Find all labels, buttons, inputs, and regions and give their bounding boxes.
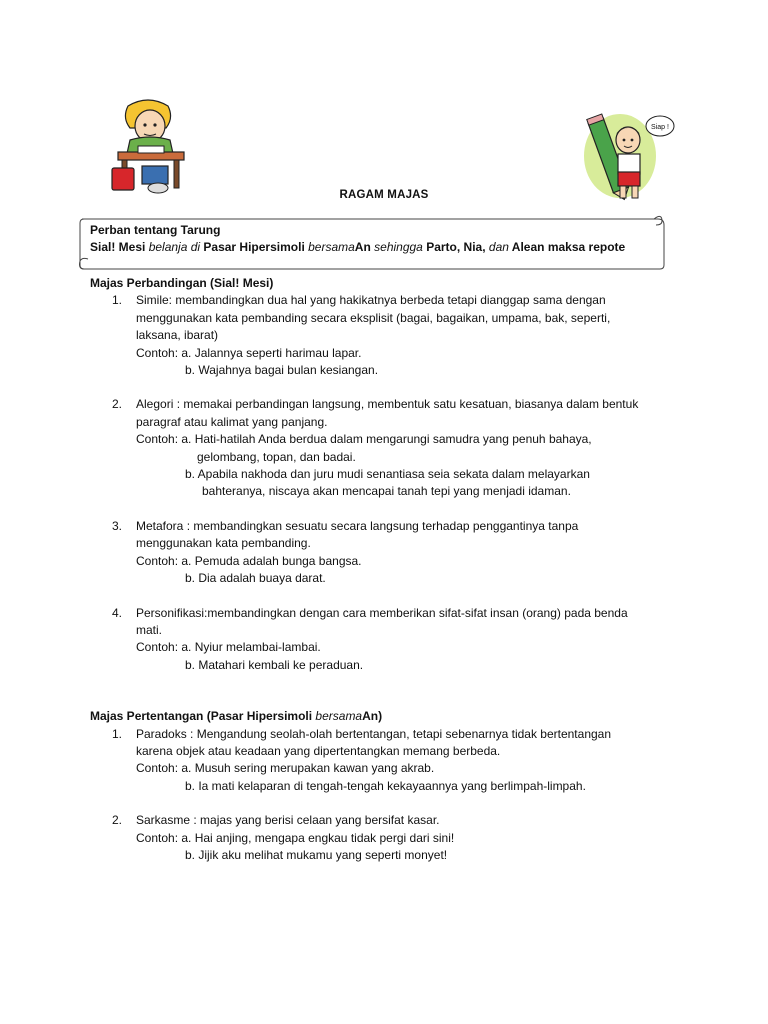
item-number: 3. (112, 518, 123, 533)
pertentangan-list (90, 726, 690, 865)
item-number: 1. (112, 726, 123, 741)
example-a-continued: gelombang, topan, dan badai. (197, 449, 356, 464)
example-b: b. Apabila nakhoda dan juru mudi senantiasa seia sekata dalam melayarkan (185, 467, 590, 482)
item-text-line: Sarkasme : majas yang berisi celaan yang bersifat kasar. (136, 813, 440, 828)
example-a: Contoh: a. Pemuda adalah bunga bangsa. (136, 553, 362, 568)
example-b: b. Dia adalah buaya darat. (185, 571, 326, 586)
item-text-line: Personifikasi:membandingkan dengan cara memberikan sifat-sifat insan (orang) pada benda (136, 605, 628, 620)
item-number: 2. (112, 813, 123, 828)
item-text-line: Paradoks : Mengandung seolah-olah bertentangan, tetapi sebenarnya tidak bertentangan (136, 726, 612, 741)
perbandingan-list (90, 292, 690, 674)
example-b: b. Jijik aku melihat mukamu yang seperti monyet! (185, 847, 448, 862)
item-text-line: Simile: membandingkan dua hal yang hakikatnya berbeda tetapi dianggap sama dengan (136, 293, 606, 308)
section-heading-pertentangan: Majas Pertentangan (Pasar Hipersimoli bersamaAn) (90, 709, 383, 724)
item-text-line: laksana, ibarat) (136, 328, 219, 343)
example-a: Contoh: a. Hai anjing, mengapa engkau tidak pergi dari sini! (136, 830, 455, 845)
item-text-line: menggunakan kata pembanding secara eksplisit (bagai, bagaikan, umpama, bak, seperti, (136, 310, 611, 325)
speech-bubble-text: Siap ! (651, 124, 669, 131)
page-title: RAGAM MAJAS (339, 189, 429, 201)
student-at-desk-illustration (108, 96, 192, 196)
mnemonic-segment: belanja di (148, 240, 201, 254)
list-item (90, 518, 690, 588)
item-number: 4. (112, 605, 123, 620)
mnemonic-sentence (90, 240, 625, 254)
mnemonic-segment: Alean maksa repote (508, 240, 626, 254)
list-item (90, 812, 690, 864)
list-item (90, 726, 690, 796)
item-text-line: Alegori : memakai perbandingan langsung, membentuk satu kesatuan, biasanya dalam bentuk (136, 397, 639, 412)
item-text-line: mati. (136, 622, 163, 637)
list-item (90, 396, 690, 500)
item-number: 1. (112, 293, 123, 308)
mnemonic-scroll-box (78, 213, 666, 271)
mnemonic-segment: dan (488, 240, 509, 254)
mnemonic-segment: bersama (308, 240, 355, 254)
example-b-continued: bahteranya, niscaya akan mencapai tanah tepi yang menjadi idaman. (202, 484, 571, 499)
example-a: Contoh: a. Musuh sering merupakan kawan yang akrab. (136, 761, 435, 776)
item-text-line: menggunakan kata pembanding. (136, 536, 311, 551)
mnemonic-segment: sehingga (374, 240, 423, 254)
list-item (90, 292, 690, 379)
mnemonic-segment: Sial! Mesi (90, 240, 149, 254)
document-body (90, 275, 690, 864)
mnemonic-segment: An (354, 240, 375, 254)
example-b: b. Wajahnya bagai bulan kesiangan. (185, 363, 379, 378)
example-a: Contoh: a. Hati-hatilah Anda berdua dalam mengarungi samudra yang penuh bahaya, (136, 432, 592, 447)
example-b: b. Ia mati kelaparan di tengah-tengah kekayaannya yang berlimpah-limpah. (185, 778, 586, 793)
example-a: Contoh: a. Nyiur melambai-lambai. (136, 640, 321, 655)
section-heading-perbandingan: Majas Perbandingan (Sial! Mesi) (90, 276, 274, 290)
item-number: 2. (112, 397, 123, 412)
example-a: Contoh: a. Jalannya seperti harimau lapar. (136, 345, 362, 360)
list-item (90, 605, 690, 675)
item-text-line: paragraf atau kalimat yang panjang. (136, 414, 328, 429)
mnemonic-heading: Perban tentang Tarung (90, 223, 221, 237)
item-text-line: karena objek atau keadaan yang dipertentangkan memang berbeda. (136, 743, 501, 758)
example-b: b. Matahari kembali ke peraduan. (185, 657, 364, 672)
mnemonic-segment: Pasar Hipersimoli (200, 240, 309, 254)
item-text-line: Metafora : membandingkan sesuatu secara langsung terhadap penggantinya tanpa (136, 518, 579, 533)
mnemonic-segment: Parto, Nia, (422, 240, 489, 254)
